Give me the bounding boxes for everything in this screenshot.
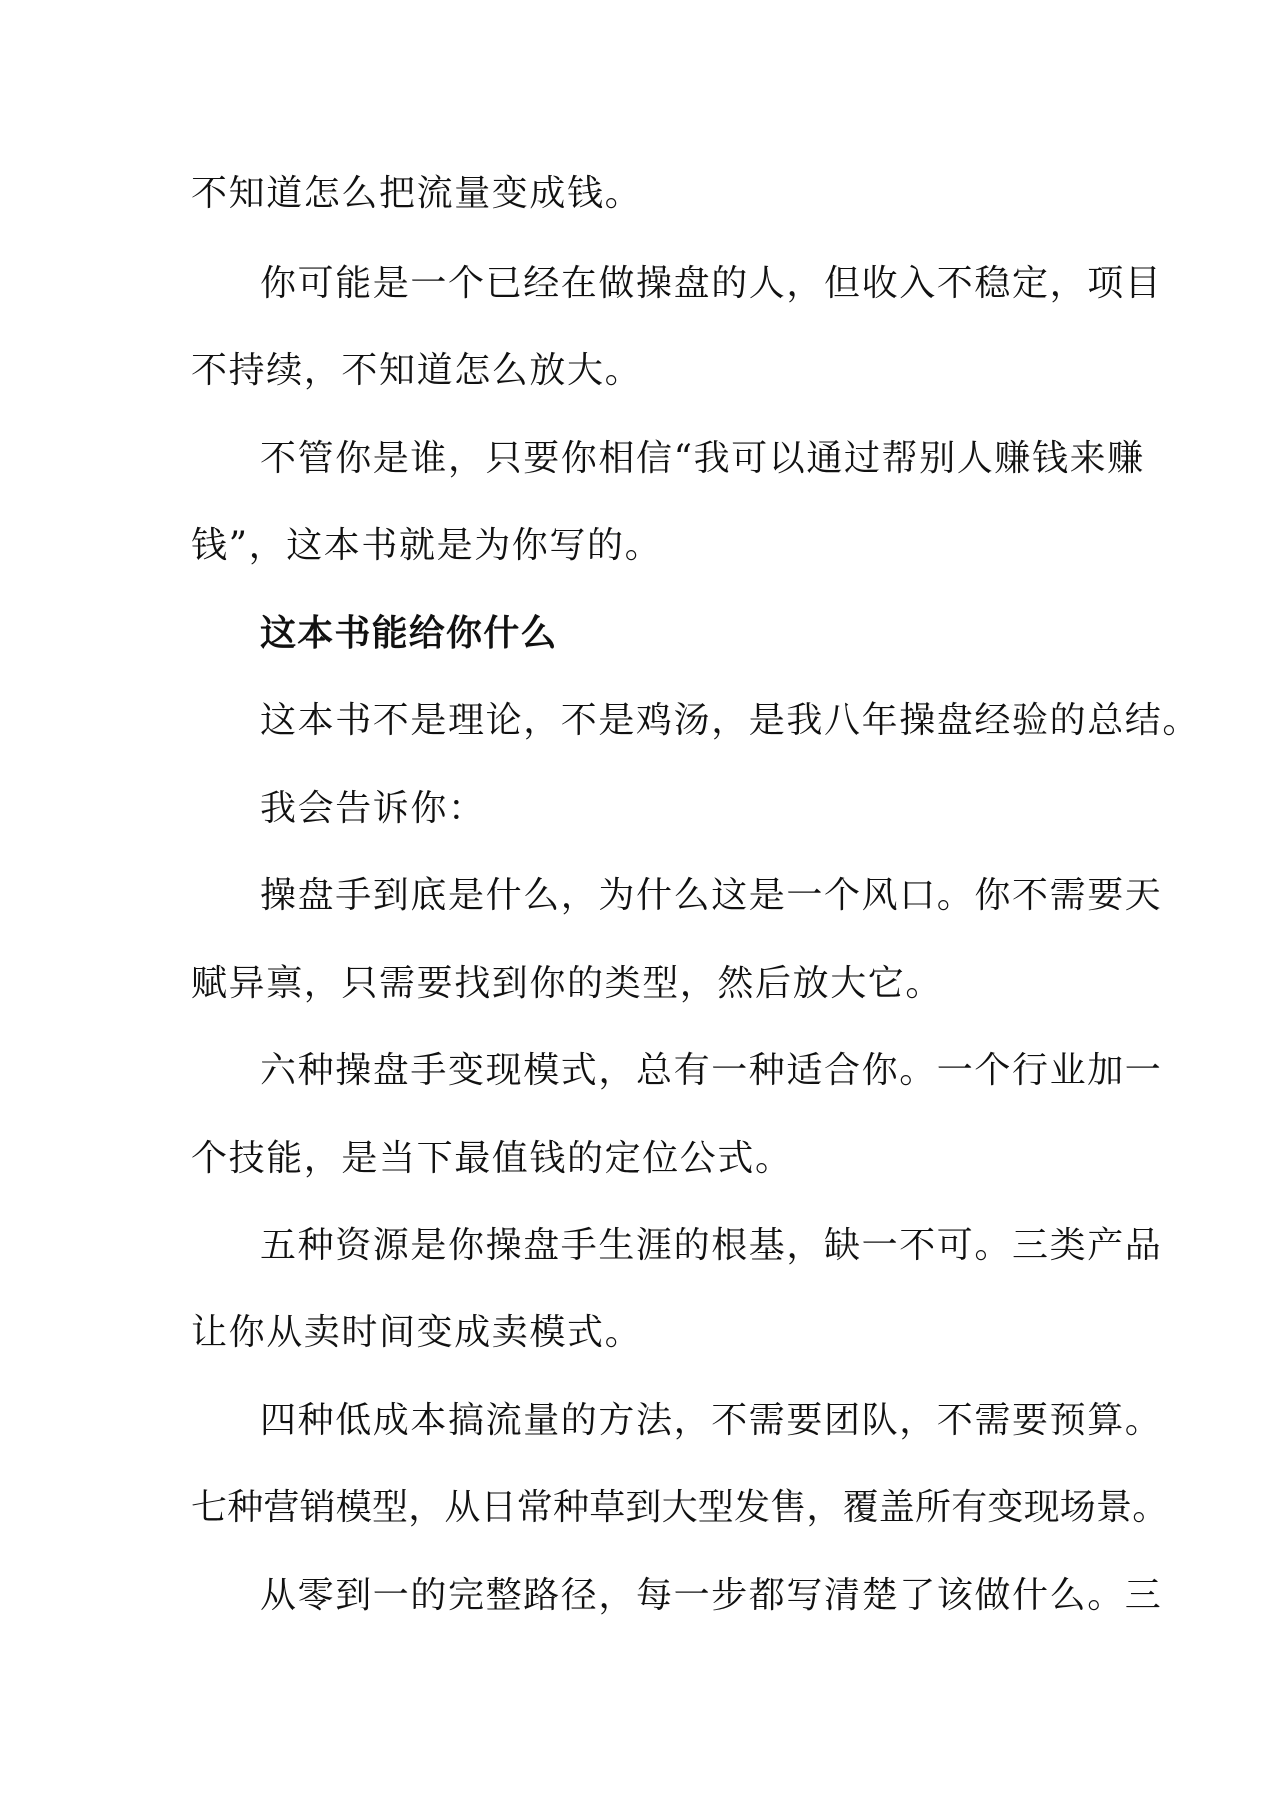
- paragraph-line: 操盘手到底是什么，为什么这是一个风口。你不需要天: [260, 875, 1163, 916]
- paragraph-line: 七种营销模型，从日常种草到大型发售，覆盖所有变现场景。: [191, 1487, 1169, 1528]
- section-heading: 这本书能给你什么: [260, 613, 558, 654]
- paragraph-line: 让你从卖时间变成卖模式。: [191, 1312, 643, 1353]
- paragraph-line: 赋异禀，只需要找到你的类型，然后放大它。: [191, 963, 944, 1004]
- paragraph-line: 五种资源是你操盘手生涯的根基，缺一不可。三类产品: [260, 1225, 1163, 1266]
- paragraph-line: 你可能是一个已经在做操盘的人，但收入不稳定，项目: [260, 263, 1163, 304]
- paragraph-line: 四种低成本搞流量的方法，不需要团队，不需要预算。: [260, 1400, 1163, 1441]
- paragraph-line: 钱”，这本书就是为你写的。: [191, 525, 663, 566]
- paragraph-line: 个技能，是当下最值钱的定位公式。: [191, 1138, 793, 1179]
- paragraph-line: 这本书不是理论，不是鸡汤，是我八年操盘经验的总结。: [260, 700, 1201, 741]
- paragraph-line: 不管你是谁，只要你相信“我可以通过帮别人赚钱来赚: [260, 438, 1145, 479]
- paragraph-line: 不知道怎么把流量变成钱。: [191, 173, 643, 214]
- paragraph-line: 我会告诉你：: [260, 788, 486, 829]
- paragraph-line: 从零到一的完整路径，每一步都写清楚了该做什么。三: [260, 1575, 1163, 1616]
- paragraph-line: 不持续，不知道怎么放大。: [191, 350, 643, 391]
- paragraph-line: 六种操盘手变现模式，总有一种适合你。一个行业加一: [260, 1050, 1163, 1091]
